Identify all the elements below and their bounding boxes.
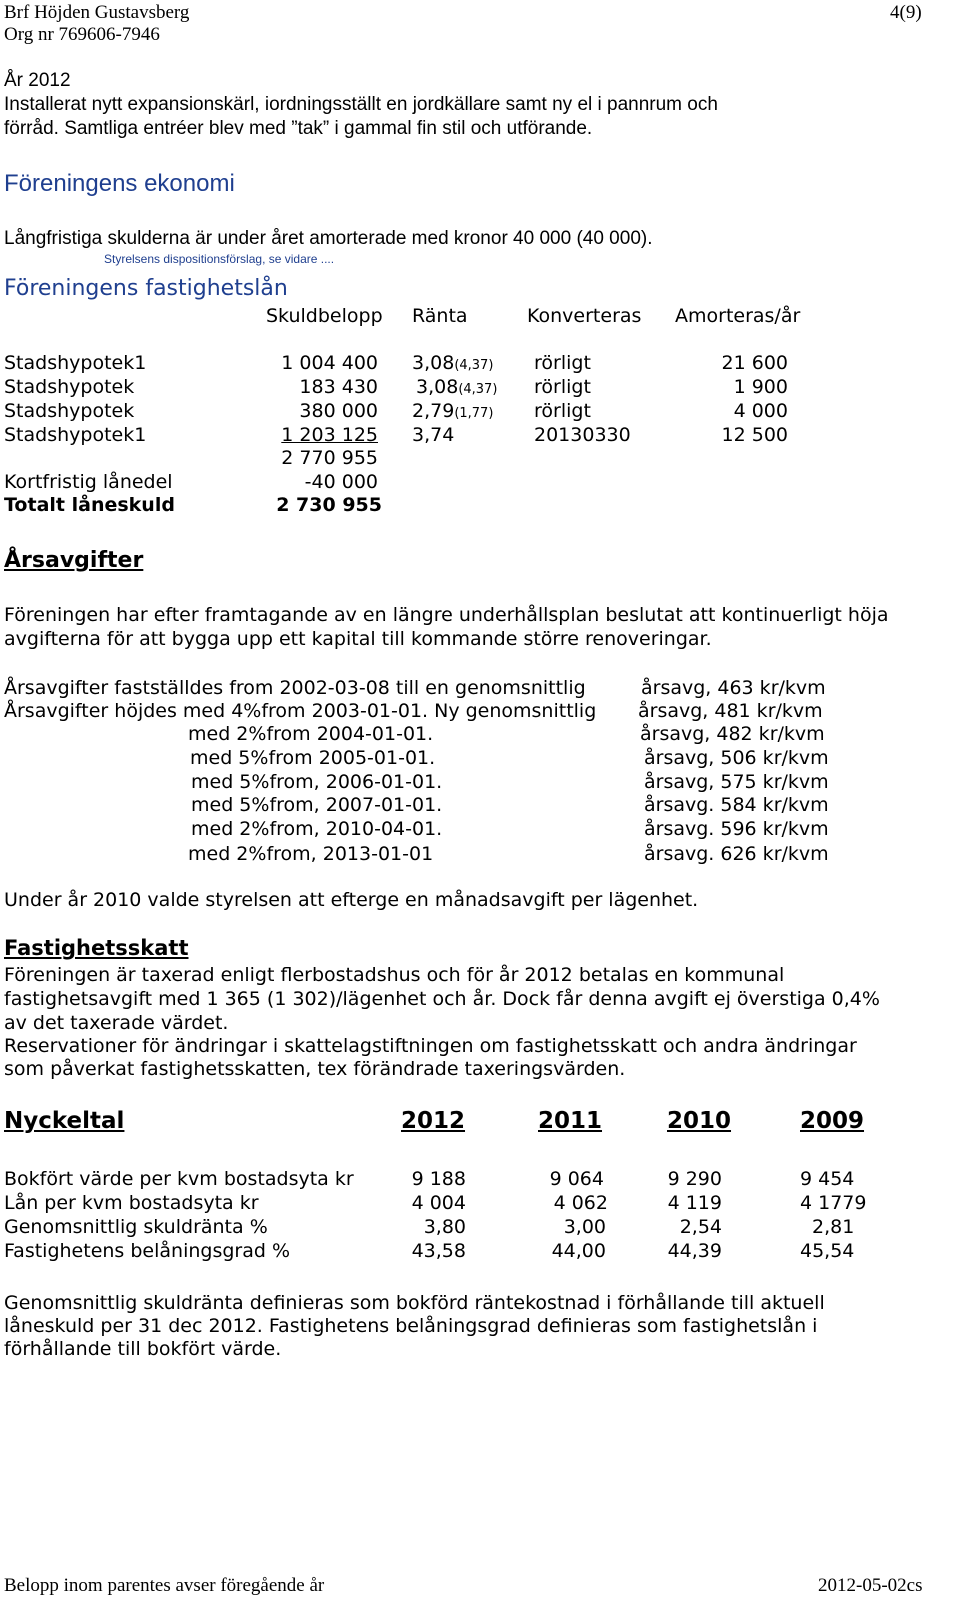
loan-name: Stadshypotek: [4, 376, 135, 398]
total-debt-value: 2 730 955: [276, 494, 382, 516]
fee-change: med 2%from 2004-01-01.: [188, 723, 434, 745]
fee-change: med 5%from 2005-01-01.: [190, 747, 436, 769]
fees-para-1: Föreningen har efter framtagande av en längre underhållsplan beslutat att kontinuerligt höja: [4, 604, 889, 626]
loan-name: Stadshypotek: [4, 400, 135, 422]
loan-amount: 1 004 400: [281, 352, 378, 374]
footer-date: 2012-05-02cs: [818, 1575, 923, 1596]
tax-line: Reservationer för ändringar i skattelagstiftningen om fastighetsskatt och andra ändringar: [4, 1035, 857, 1057]
fee-level: årsavg. 584 kr/kvm: [644, 794, 829, 816]
keys-definition-line: låneskuld per 31 dec 2012. Fastighetens belåningsgrad definieras som fastighetslån i: [4, 1315, 818, 1337]
loan-conversion: 20130330: [534, 424, 631, 446]
fee-level: årsavg. 626 kr/kvm: [644, 843, 829, 865]
loan-conversion: rörligt: [534, 376, 591, 398]
tax-line: som påverkat fastighetsskatten, tex förändrade taxeringsvärden.: [4, 1058, 626, 1080]
tax-line: av det taxerade värdet.: [4, 1012, 229, 1034]
loans-heading: Föreningens fastighetslån: [4, 276, 288, 301]
tax-line: Föreningen är taxerad enligt flerbostadshus och för år 2012 betalas en kommunal: [4, 964, 785, 986]
fee-level: årsavg, 482 kr/kvm: [640, 723, 825, 745]
key-value: 9 188: [411, 1168, 466, 1190]
key-value: 3,00: [563, 1216, 606, 1238]
page-number: 4(9): [890, 2, 922, 23]
key-value: 4 004: [411, 1192, 466, 1214]
keys-definition-line: förhållande till bokfört värde.: [4, 1338, 282, 1360]
col-ranta: Ränta: [412, 305, 468, 327]
intro-line-2: förråd. Samtliga entréer blev med ”tak” i gammal fin stil och utförande.: [4, 118, 593, 139]
fees-heading: Årsavgifter: [4, 548, 144, 573]
loan-conversion: rörligt: [534, 400, 591, 422]
economy-text: Långfristiga skulderna är under året amorterade med kronor 40 000 (40 000).: [4, 228, 653, 249]
loan-amortization: 21 600: [721, 352, 788, 374]
key-value: 3,80: [423, 1216, 466, 1238]
loans-subtotal: 2 770 955: [281, 447, 378, 469]
fee-change: med 5%from, 2006-01-01.: [191, 771, 443, 793]
fee-level: årsavg, 463 kr/kvm: [641, 677, 826, 699]
key-value: 45,54: [800, 1240, 855, 1262]
year-2012: 2012: [401, 1108, 466, 1134]
key-value: 43,58: [411, 1240, 466, 1262]
year-2011: 2011: [538, 1108, 603, 1134]
fee-level: årsavg, 575 kr/kvm: [644, 771, 829, 793]
loan-name: Stadshypotek1: [4, 352, 147, 374]
fee-level: årsavg. 596 kr/kvm: [644, 818, 829, 840]
loan-name: Stadshypotek1: [4, 424, 147, 446]
loan-conversion: rörligt: [534, 352, 591, 374]
key-value: 2,81: [812, 1216, 855, 1238]
fees-note: Under år 2010 valde styrelsen att efterge en månadsavgift per lägenhet.: [4, 889, 699, 911]
tax-line: fastighetsavgift med 1 365 (1 302)/lägenhet och år. Dock får denna avgift ej överstiga 0,4%: [4, 988, 880, 1010]
key-value: 4 119: [667, 1192, 722, 1214]
key-label: Genomsnittlig skuldränta %: [4, 1216, 268, 1238]
fee-change: med 2%from, 2010-04-01.: [191, 818, 443, 840]
loan-amortization: 1 900: [733, 376, 788, 398]
year-2009: 2009: [800, 1108, 865, 1134]
intro-line-1: Installerat nytt expansionskärl, iordningsställt en jordkällare samt ny el i pannrum och: [4, 94, 718, 115]
year-heading: År 2012: [4, 70, 71, 91]
loan-rate: 3,08(4,37): [412, 352, 494, 374]
fee-change: med 5%from, 2007-01-01.: [191, 794, 443, 816]
key-value: 4 1779: [800, 1192, 867, 1214]
loan-amount: 1 203 125: [281, 424, 378, 446]
org-name: Brf Höjden Gustavsberg: [4, 2, 190, 23]
fee-change: Årsavgifter fastställdes from 2002-03-08 till en genomsnittlig: [4, 677, 586, 699]
economy-heading: Föreningens ekonomi: [4, 170, 235, 197]
key-value: 2,54: [679, 1216, 722, 1238]
loan-rate: 2,79(1,77): [412, 400, 494, 422]
fee-change: med 2%from, 2013-01-01: [188, 843, 434, 865]
fees-para-2: avgifterna för att bygga upp ett kapital till kommande större renoveringar.: [4, 628, 712, 650]
loan-rate: 3,74: [412, 424, 455, 446]
fee-level: årsavg, 506 kr/kvm: [644, 747, 829, 769]
tax-heading: Fastighetsskatt: [4, 936, 189, 960]
footer-note: Belopp inom parentes avser föregående år: [4, 1575, 325, 1596]
key-label: Fastighetens belåningsgrad %: [4, 1240, 291, 1262]
key-label: Lån per kvm bostadsyta kr: [4, 1192, 259, 1214]
year-2010: 2010: [667, 1108, 732, 1134]
loan-amortization: 4 000: [733, 400, 788, 422]
fee-level: årsavg, 481 kr/kvm: [638, 700, 823, 722]
key-value: 9 290: [667, 1168, 722, 1190]
key-value: 44,00: [551, 1240, 606, 1262]
key-value: 4 062: [553, 1192, 608, 1214]
short-term-label: Kortfristig lånedel: [4, 471, 173, 493]
col-konverteras: Konverteras: [527, 305, 642, 327]
loan-amount: 183 430: [299, 376, 378, 398]
keys-definition-line: Genomsnittlig skuldränta definieras som bokförd räntekostnad i förhållande till aktuell: [4, 1292, 825, 1314]
org-number: Org nr 769606-7946: [4, 24, 160, 45]
fee-change: Årsavgifter höjdes med 4%from 2003-01-01. Ny genomsnittlig: [4, 700, 597, 722]
col-amorteras: Amorteras/år: [675, 305, 801, 327]
col-skuldbelopp: Skuldbelopp: [266, 305, 383, 327]
total-debt-label: Totalt låneskuld: [4, 494, 175, 516]
keys-heading: Nyckeltal: [4, 1108, 125, 1134]
loan-amount: 380 000: [299, 400, 378, 422]
loan-amortization: 12 500: [721, 424, 788, 446]
key-value: 9 064: [549, 1168, 604, 1190]
key-label: Bokfört värde per kvm bostadsyta kr: [4, 1168, 354, 1190]
loan-rate: 3,08(4,37): [416, 376, 498, 398]
economy-note: Styrelsens dispositionsförslag, se vidare ....: [104, 252, 335, 266]
key-value: 9 454: [800, 1168, 855, 1190]
short-term-value: -40 000: [304, 471, 378, 493]
key-value: 44,39: [667, 1240, 722, 1262]
